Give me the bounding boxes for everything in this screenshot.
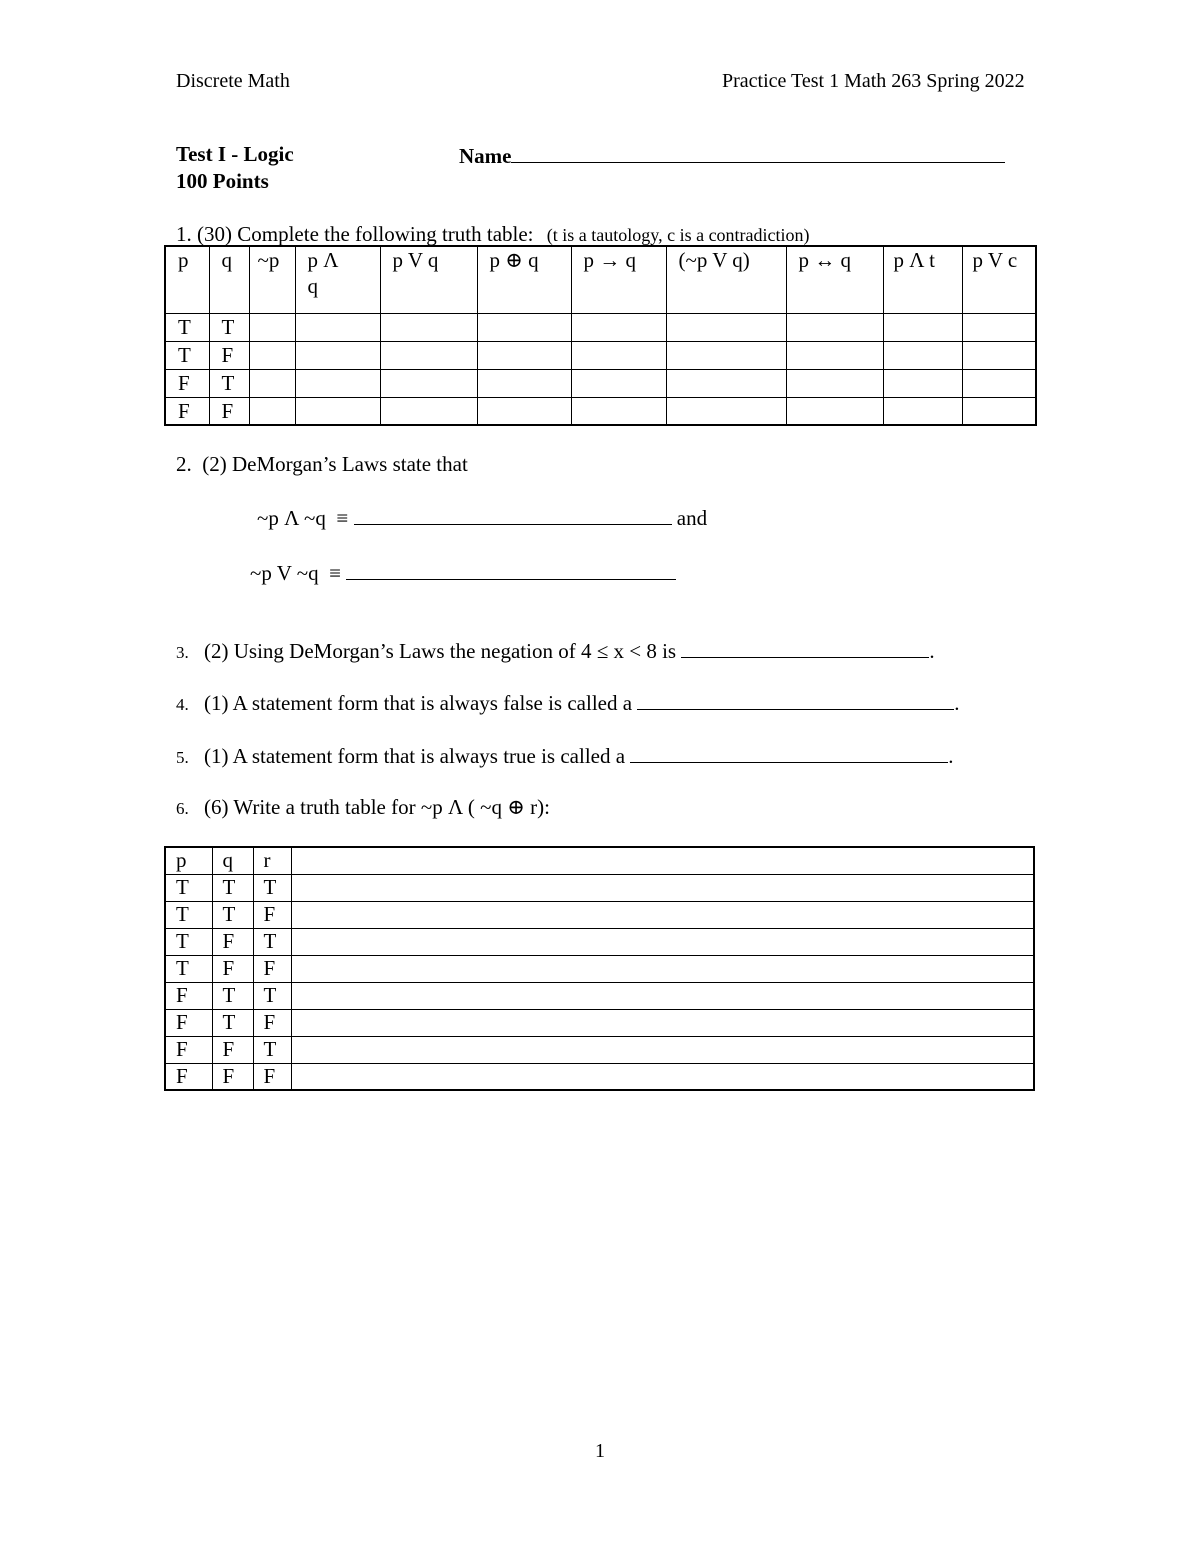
answer-cell[interactable] — [249, 313, 295, 341]
page-number: 1 — [595, 1440, 605, 1462]
col-header: p Λ t — [883, 246, 962, 313]
question-5 — [176, 742, 954, 769]
question-1 — [176, 222, 810, 247]
answer-cell[interactable] — [291, 1036, 1034, 1063]
answer-cell[interactable] — [291, 982, 1034, 1009]
answer-cell[interactable] — [962, 397, 1036, 425]
answer-cell[interactable] — [249, 369, 295, 397]
answer-cell[interactable] — [380, 369, 477, 397]
answer-cell[interactable] — [786, 369, 883, 397]
answer-cell[interactable] — [786, 313, 883, 341]
answer-cell[interactable] — [291, 1009, 1034, 1036]
cell-r: T — [253, 874, 291, 901]
q3-text: (2) Using DeMorgan’s Laws the negation of 4 ≤ x < 8 is — [204, 639, 677, 663]
cell-r: T — [253, 928, 291, 955]
answer-cell[interactable] — [291, 955, 1034, 982]
table-row — [165, 369, 1036, 397]
answer-cell[interactable] — [786, 341, 883, 369]
table-row — [165, 1009, 1034, 1036]
cell-q: F — [209, 397, 249, 425]
table-row — [165, 397, 1036, 425]
table-header-row — [165, 847, 1034, 874]
answer-cell[interactable] — [380, 313, 477, 341]
col-header: (~p V q) — [666, 246, 786, 313]
table-row — [165, 1036, 1034, 1063]
cell-p: F — [165, 1036, 212, 1063]
answer-cell[interactable] — [883, 341, 962, 369]
answer-cell[interactable] — [291, 901, 1034, 928]
answer-cell[interactable] — [295, 397, 380, 425]
q2-number: 2. — [176, 452, 192, 476]
question-4 — [176, 689, 960, 716]
answer-cell[interactable] — [666, 397, 786, 425]
col-header: q — [212, 847, 253, 874]
cell-r: F — [253, 901, 291, 928]
q4-period: . — [954, 691, 960, 715]
cell-p: F — [165, 982, 212, 1009]
cell-r: F — [253, 1063, 291, 1090]
answer-cell[interactable] — [291, 928, 1034, 955]
col-header: p Λ q — [295, 246, 380, 313]
q4-number: 4. — [176, 695, 189, 714]
table-row — [165, 928, 1034, 955]
truth-table-1 — [164, 245, 1037, 426]
answer-cell[interactable] — [883, 313, 962, 341]
q6-number: 6. — [176, 799, 189, 818]
cell-p: F — [165, 369, 209, 397]
q3-answer-blank[interactable] — [681, 637, 929, 658]
answer-cell[interactable] — [291, 874, 1034, 901]
answer-cell[interactable] — [477, 369, 571, 397]
cell-p: F — [165, 1009, 212, 1036]
answer-cell[interactable] — [380, 397, 477, 425]
table-row — [165, 313, 1036, 341]
answer-cell[interactable] — [477, 313, 571, 341]
answer-cell[interactable] — [962, 341, 1036, 369]
table-row — [165, 874, 1034, 901]
cell-p: T — [165, 341, 209, 369]
answer-cell[interactable] — [666, 369, 786, 397]
cell-r: F — [253, 955, 291, 982]
q3-number: 3. — [176, 643, 189, 662]
col-header: p V c — [962, 246, 1036, 313]
table-header-row — [165, 246, 1036, 313]
q4-answer-blank[interactable] — [637, 689, 954, 710]
col-header: p ⊕ q — [477, 246, 571, 313]
cell-p: T — [165, 928, 212, 955]
cell-q: F — [212, 1036, 253, 1063]
col-header: r — [253, 847, 291, 874]
demorgan-expr-1: ~p Λ ~q ≡ — [257, 506, 349, 530]
answer-cell[interactable] — [291, 847, 1034, 874]
cell-r: F — [253, 1009, 291, 1036]
header-test-info: Practice Test 1 Math 263 Spring 2022 — [722, 70, 1025, 92]
demorgan-expr-2: ~p V ~q ≡ — [250, 561, 341, 585]
q3-period: . — [929, 639, 935, 663]
question-2 — [176, 452, 468, 477]
test-points: 100 Points — [176, 169, 269, 193]
answer-cell[interactable] — [666, 341, 786, 369]
answer-cell[interactable] — [295, 369, 380, 397]
q1-text: (30) Complete the following truth table: — [197, 222, 534, 246]
col-header: q — [209, 246, 249, 313]
cell-p: T — [165, 955, 212, 982]
cell-q: T — [209, 369, 249, 397]
answer-cell[interactable] — [883, 369, 962, 397]
answer-cell[interactable] — [249, 341, 295, 369]
cell-q: T — [212, 982, 253, 1009]
table-row — [165, 1063, 1034, 1090]
cell-r: T — [253, 982, 291, 1009]
cell-q: T — [212, 874, 253, 901]
cell-p: F — [165, 1063, 212, 1090]
name-label: Name — [459, 144, 512, 168]
test-title: Test I - Logic — [176, 142, 294, 166]
answer-cell[interactable] — [962, 313, 1036, 341]
answer-cell[interactable] — [295, 341, 380, 369]
cell-q: F — [212, 955, 253, 982]
name-field[interactable] — [459, 142, 1005, 169]
answer-cell[interactable] — [571, 369, 666, 397]
cell-q: F — [212, 1063, 253, 1090]
col-header: p — [165, 246, 209, 313]
q5-answer-blank[interactable] — [630, 742, 948, 763]
table-row — [165, 341, 1036, 369]
answer-cell[interactable] — [571, 313, 666, 341]
answer-cell[interactable] — [962, 369, 1036, 397]
answer-cell[interactable] — [295, 313, 380, 341]
q5-period: . — [948, 744, 954, 768]
cell-q: F — [212, 928, 253, 955]
cell-p: T — [165, 313, 209, 341]
demorgan-blank-2[interactable] — [346, 559, 676, 580]
table-row — [165, 955, 1034, 982]
demorgan-line-2 — [250, 559, 676, 586]
answer-cell[interactable] — [477, 341, 571, 369]
q4-text: (1) A statement form that is always false is called a — [204, 691, 633, 715]
answer-cell[interactable] — [666, 313, 786, 341]
cell-q: T — [209, 313, 249, 341]
table-row — [165, 982, 1034, 1009]
demorgan-blank-1[interactable] — [354, 504, 672, 525]
header-course: Discrete Math — [176, 70, 290, 92]
cell-p: T — [165, 874, 212, 901]
question-3 — [176, 637, 935, 664]
col-header: p ↔ q — [786, 246, 883, 313]
cell-q: F — [209, 341, 249, 369]
q2-text: (2) DeMorgan’s Laws state that — [202, 452, 468, 476]
col-header: p — [165, 847, 212, 874]
answer-cell[interactable] — [883, 397, 962, 425]
q1-note: (t is a tautology, c is a contradiction) — [546, 225, 810, 245]
col-header: p → q — [571, 246, 666, 313]
answer-cell[interactable] — [291, 1063, 1034, 1090]
cell-p: F — [165, 397, 209, 425]
answer-cell[interactable] — [571, 397, 666, 425]
cell-q: T — [212, 901, 253, 928]
col-header: ~p — [249, 246, 295, 313]
answer-cell[interactable] — [249, 397, 295, 425]
q6-text: (6) Write a truth table for ~p Λ ( ~q ⊕ r): — [204, 795, 550, 819]
demorgan-line-1 — [257, 504, 707, 531]
cell-p: T — [165, 901, 212, 928]
cell-q: T — [212, 1009, 253, 1036]
q5-text: (1) A statement form that is always true is called a — [204, 744, 626, 768]
table-row — [165, 901, 1034, 928]
truth-table-2 — [164, 846, 1035, 1091]
cell-r: T — [253, 1036, 291, 1063]
question-6 — [176, 795, 550, 820]
answer-cell[interactable] — [380, 341, 477, 369]
answer-cell[interactable] — [571, 341, 666, 369]
col-header: p V q — [380, 246, 477, 313]
demorgan-and: and — [676, 506, 708, 530]
name-blank[interactable] — [511, 142, 1005, 163]
q1-number: 1. — [176, 222, 192, 246]
q5-number: 5. — [176, 748, 189, 767]
answer-cell[interactable] — [786, 397, 883, 425]
answer-cell[interactable] — [477, 397, 571, 425]
